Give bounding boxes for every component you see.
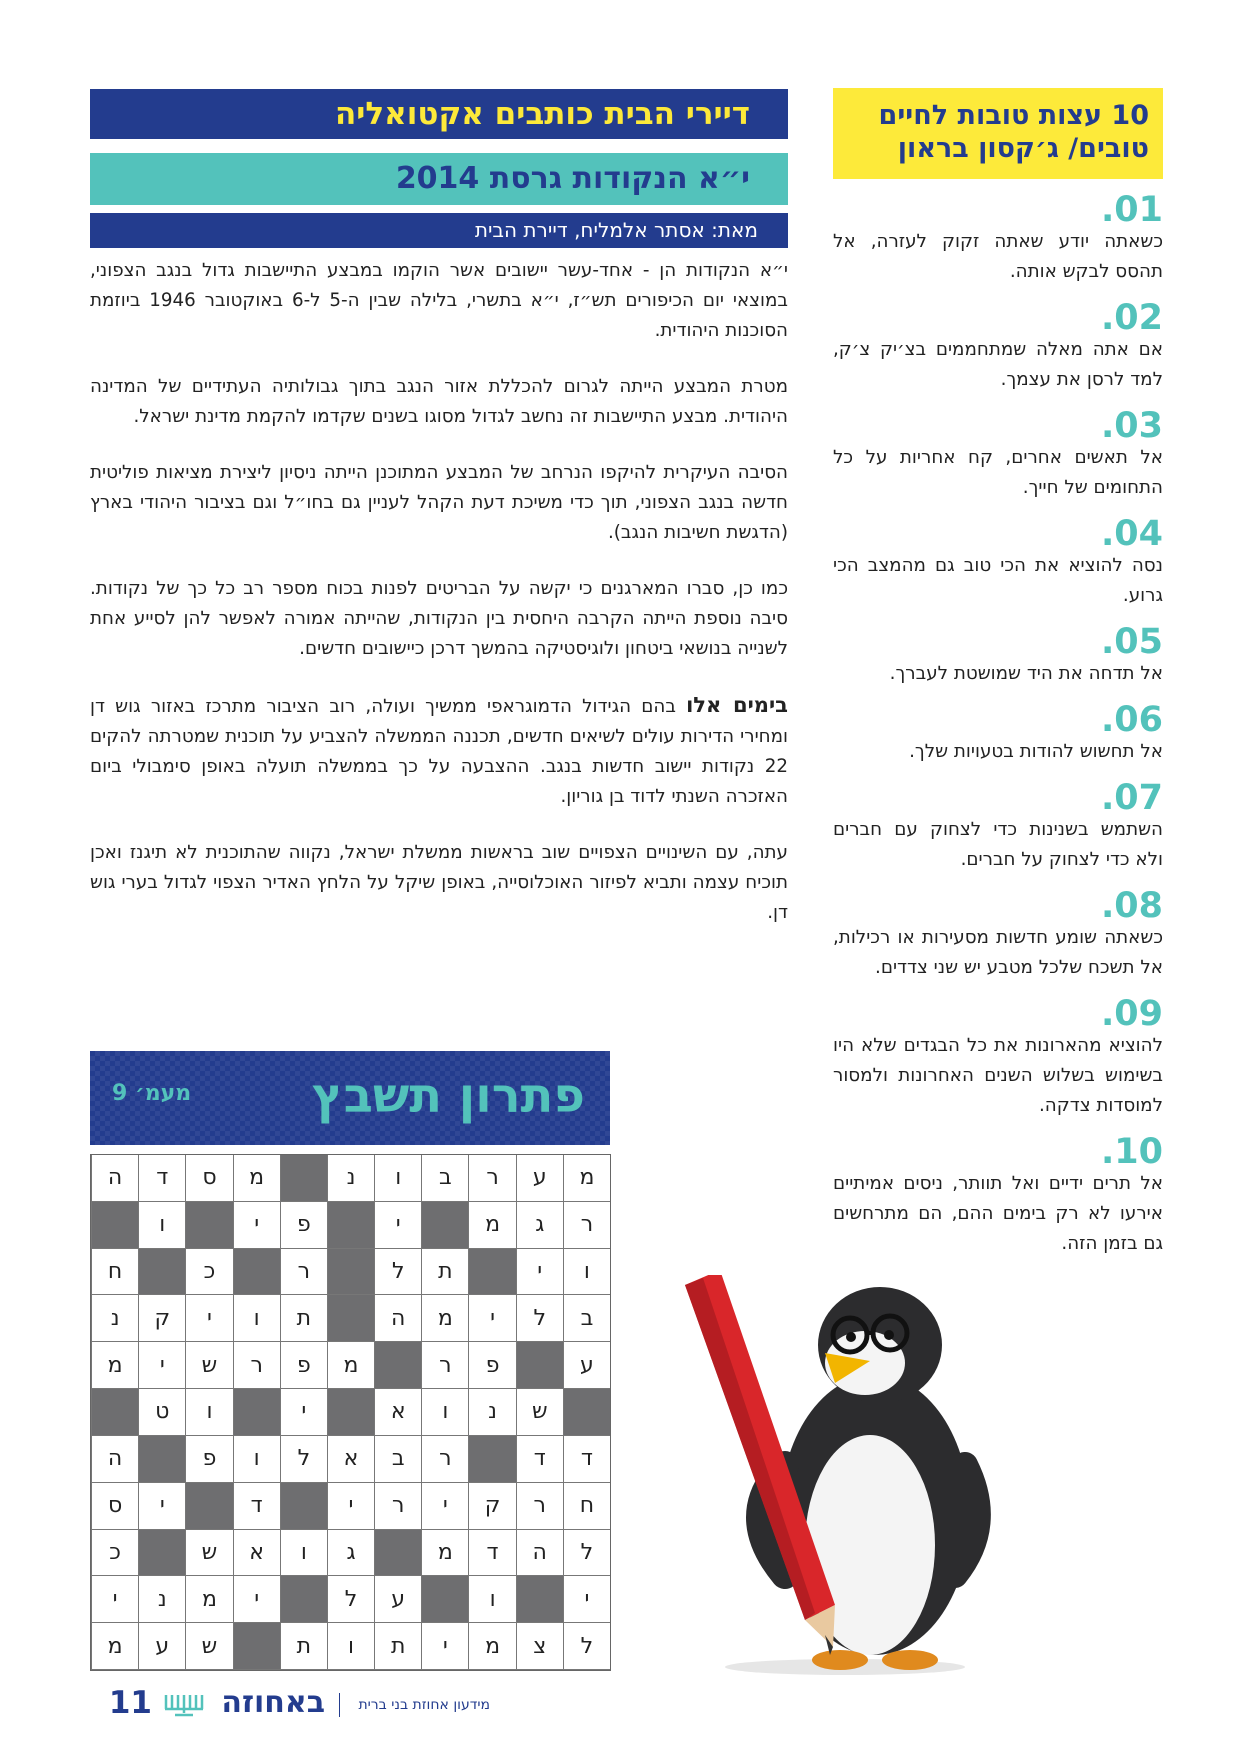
crossword-letter-cell: ה: [91, 1155, 138, 1202]
crossword-block-cell: [468, 1249, 515, 1296]
tip-text: נסה להוציא את הכי טוב גם מהמצב הכי גרוע.: [833, 555, 1163, 606]
crossword-letter-cell: ו: [138, 1202, 185, 1249]
tip-text: אל תרים ידיים ואל תוותר, ניסים אמיתיים אירעו לא רק בימים ההם, הם מתרחשים גם בזמן הזה.: [833, 1173, 1163, 1254]
section-title: דיירי הבית כותבים אקטואליה: [90, 89, 788, 139]
tip-number: .04: [1100, 514, 1163, 554]
crossword-letter-cell: י: [563, 1576, 610, 1623]
crossword-block-cell: [327, 1202, 374, 1249]
crossword-block-cell: [327, 1295, 374, 1342]
crossword-letter-cell: ק: [468, 1483, 515, 1530]
tip-text: השתמש בשנינות כדי לצחוק עם חברים ולא כדי לצחוק על חברים.: [833, 819, 1163, 870]
crossword-letter-cell: ו: [563, 1249, 610, 1296]
tip-number: .10: [1100, 1132, 1163, 1172]
crossword-letter-cell: ו: [233, 1436, 280, 1483]
crossword-header: [90, 1051, 610, 1145]
crossword-letter-cell: א: [374, 1389, 421, 1436]
crossword-letter-cell: צ: [516, 1623, 563, 1670]
crossword-letter-cell: י: [374, 1202, 421, 1249]
crossword-letter-cell: מ: [233, 1155, 280, 1202]
crossword-block-cell: [327, 1389, 374, 1436]
crossword-title: פתרון תשבץ: [311, 1068, 585, 1124]
tip-item: [833, 994, 1163, 1121]
crossword-letter-cell: ב: [374, 1436, 421, 1483]
tip-item: [833, 1132, 1163, 1259]
crossword-letter-cell: ת: [280, 1295, 327, 1342]
crossword-grid: [90, 1154, 611, 1671]
crossword-letter-cell: ע: [563, 1342, 610, 1389]
crossword-letter-cell: ר: [421, 1342, 468, 1389]
tip-number: .06: [1100, 700, 1163, 740]
crossword-block-cell: [233, 1249, 280, 1296]
crossword-letter-cell: מ: [468, 1623, 515, 1670]
crossword-letter-cell: י: [233, 1202, 280, 1249]
crossword-block-cell: [91, 1389, 138, 1436]
crossword-letter-cell: ש: [516, 1389, 563, 1436]
crossword-letter-cell: ח: [91, 1249, 138, 1296]
crossword-letter-cell: ח: [563, 1483, 610, 1530]
crossword-letter-cell: ל: [280, 1436, 327, 1483]
crossword-letter-cell: נ: [91, 1295, 138, 1342]
footer: [90, 1685, 490, 1725]
paragraph-5-text: בהם הגידול הדמוגראפי ממשיך ועולה, רוב הציבור מתרכז באזור גוש דן ומחירי הדירות עולים לשיאים חדשים, תכננה הממשלה להצביע על תוכנית שמטרתה להקים 22 נקודות יישוב חדשות בנגב. ההצבעה על כך בממשלה תועלה באופן סימבולי ביום האזכרה השנתי לדוד בן גוריון.: [90, 696, 788, 807]
crossword-letter-cell: נ: [138, 1576, 185, 1623]
crossword-letter-cell: ע: [138, 1623, 185, 1670]
crossword-letter-cell: י: [233, 1576, 280, 1623]
crossword-letter-cell: ע: [516, 1155, 563, 1202]
crossword-block-cell: [138, 1249, 185, 1296]
crossword-letter-cell: ס: [185, 1155, 232, 1202]
crossword-letter-cell: כ: [185, 1249, 232, 1296]
crossword-block-cell: [327, 1249, 374, 1296]
crossword-letter-cell: י: [327, 1483, 374, 1530]
paragraph-3: הסיבה העיקרית להיקפו הנרחב של המבצע המתוכנן הייתה ניסיון ליצירת מציאות פוליטית חדשה בנגב הצפוני, תוך כדי משיכת דעת הקהל לעניין גם בחו״ל וגם בציבור היהודי בארץ (הדגשת חשיבות הנגב).: [90, 462, 788, 543]
crossword-letter-cell: ד: [516, 1436, 563, 1483]
crossword-block-cell: [516, 1576, 563, 1623]
tip-text: אם אתה מאלה שמתחממים בצ׳יק צ׳ק, למד לרסן את עצמך.: [833, 339, 1163, 390]
crossword-letter-cell: ו: [468, 1576, 515, 1623]
tip-item: [833, 514, 1163, 611]
paragraph-4: כמו כן, סברו המארגנים כי יקשה על הבריטים לפנות בכוח מספר רב כל כך של נקודות. סיבה נוספת הייתה הקרבה היחסית בין הנקודות, שהייתה אמורה לאפשר להן לסייע אחת לשנייה בנושאי ביטחון ולוגיסטיקה בהמשך דרכן כיישובים חדשים.: [90, 578, 788, 659]
page-number: 11: [108, 1685, 152, 1721]
crossword-block-cell: [185, 1202, 232, 1249]
crossword-letter-cell: מ: [421, 1530, 468, 1577]
crossword-letter-cell: ש: [185, 1623, 232, 1670]
crossword-letter-cell: י: [91, 1576, 138, 1623]
crossword-letter-cell: ד: [233, 1483, 280, 1530]
crossword-letter-cell: ע: [374, 1576, 421, 1623]
crossword-letter-cell: מ: [185, 1576, 232, 1623]
tip-text: כשאתה שומע חדשות מסעירות או רכילות, אל תשכח שלכל מטבע יש שני צדדים.: [833, 927, 1163, 978]
penguin-with-pencil-illustration: [665, 1275, 1005, 1675]
crossword-letter-cell: ו: [280, 1530, 327, 1577]
crossword-letter-cell: ל: [374, 1249, 421, 1296]
crossword-letter-cell: א: [327, 1436, 374, 1483]
tips-title: 10 עצות טובות לחיים טובים/ ג׳קסון בראון: [833, 88, 1163, 179]
crossword-letter-cell: ו: [421, 1389, 468, 1436]
crossword-letter-cell: י: [185, 1295, 232, 1342]
crossword-letter-cell: ת: [374, 1623, 421, 1670]
crossword-letter-cell: מ: [563, 1155, 610, 1202]
crossword-letter-cell: פ: [280, 1202, 327, 1249]
crossword-letter-cell: מ: [91, 1623, 138, 1670]
byline: מאת: אסתר אלמליח, דיירת הבית: [90, 213, 788, 248]
crossword-letter-cell: ל: [563, 1623, 610, 1670]
menorah-icon: [163, 1691, 205, 1717]
crossword-block-cell: [233, 1389, 280, 1436]
crossword-block-cell: [91, 1202, 138, 1249]
crossword-letter-cell: מ: [91, 1342, 138, 1389]
crossword-block-cell: [138, 1530, 185, 1577]
crossword-letter-cell: ד: [563, 1436, 610, 1483]
crossword-letter-cell: ב: [563, 1295, 610, 1342]
crossword-letter-cell: ת: [421, 1249, 468, 1296]
crossword-letter-cell: ר: [563, 1202, 610, 1249]
crossword-letter-cell: נ: [327, 1155, 374, 1202]
crossword-letter-cell: ג: [516, 1202, 563, 1249]
tips-column: [833, 88, 1163, 1259]
crossword-letter-cell: י: [516, 1249, 563, 1296]
tip-text: אל תאשים אחרים, קח אחריות על כל התחומים של חייך.: [833, 447, 1163, 498]
crossword-letter-cell: ק: [138, 1295, 185, 1342]
paragraph-1: י״א הנקודות הן - אחד-עשר יישובים אשר הוקמו במבצע התיישבות גדול בנגב הצפוני, במוצאי יום הכיפורים תש״ז, י״א בתשרי, בלילה שבין ה-5 ל-6 באוקטובר 1946 ביוזמת הסוכנות היהודית.: [90, 260, 788, 341]
crossword-letter-cell: י: [280, 1389, 327, 1436]
crossword-letter-cell: י: [468, 1295, 515, 1342]
paragraph-6: עתה, עם השינויים הצפויים שוב בראשות ממשלת ישראל, נקווה שהתוכנית לא תיגנז ואכן תוכיח עצמה ותביא לפיזור האוכלוסייה, באופן שיקל על הלחץ האדיר הצפוי לגדול בערי גוש דן.: [90, 842, 788, 923]
crossword-letter-cell: ט: [138, 1389, 185, 1436]
crossword-letter-cell: ס: [91, 1483, 138, 1530]
crossword-letter-cell: ת: [280, 1623, 327, 1670]
crossword-letter-cell: מ: [421, 1295, 468, 1342]
crossword-letter-cell: נ: [468, 1389, 515, 1436]
crossword-letter-cell: ל: [516, 1295, 563, 1342]
tip-item: [833, 406, 1163, 503]
crossword-letter-cell: ו: [185, 1389, 232, 1436]
crossword-block-cell: [374, 1342, 421, 1389]
crossword-letter-cell: י: [138, 1342, 185, 1389]
crossword-letter-cell: פ: [468, 1342, 515, 1389]
tip-text: אל תחשוש להודות בטעויות שלך.: [909, 741, 1163, 762]
tip-item: [833, 886, 1163, 983]
paragraph-5: [90, 690, 788, 812]
tip-text: להוציא מהארונות את כל הבגדים שלא היו בשימוש בשלוש השנים האחרונות ולמסור למוסדות צדקה.: [833, 1035, 1163, 1116]
crossword-letter-cell: א: [233, 1530, 280, 1577]
crossword-letter-cell: ש: [185, 1530, 232, 1577]
paragraph-2: מטרת המבצע הייתה לגרום להכללת אזור הנגב בתוך גבולותיה העתידיים של המדינה היהודית. מבצע התיישבות זה נחשב לגדול מסוגו בשנים שקדמו להקמת מדינת ישראל.: [90, 376, 788, 427]
crossword-block-cell: [280, 1155, 327, 1202]
crossword-letter-cell: ה: [516, 1530, 563, 1577]
article: [90, 89, 788, 928]
crossword-letter-cell: פ: [185, 1436, 232, 1483]
crossword-letter-cell: י: [421, 1483, 468, 1530]
footer-publication-name: מידעון אחוזת בני ברית: [358, 1697, 490, 1713]
tip-number: .03: [1100, 406, 1163, 446]
crossword-letter-cell: ש: [185, 1342, 232, 1389]
footer-divider: [339, 1693, 341, 1717]
bold-lead: בימים אלו: [686, 693, 788, 717]
crossword-block-cell: [374, 1530, 421, 1577]
crossword-block-cell: [468, 1436, 515, 1483]
headline: י״א הנקודות גרסת 2014: [90, 153, 788, 205]
tip-number: .02: [1100, 298, 1163, 338]
tip-text: אל תדחה את היד שמושטת לעברך.: [889, 663, 1163, 684]
tip-number: .08: [1100, 886, 1163, 926]
crossword-letter-cell: ר: [468, 1155, 515, 1202]
crossword-letter-cell: ר: [516, 1483, 563, 1530]
tip-text: כשאתה יודע שאתה זקוק לעזרה, אל תהסס לבקש אותה.: [833, 231, 1163, 282]
crossword-letter-cell: כ: [91, 1530, 138, 1577]
tip-item: [833, 778, 1163, 875]
tip-number: .05: [1100, 622, 1163, 662]
crossword-letter-cell: מ: [327, 1342, 374, 1389]
crossword-letter-cell: ד: [468, 1530, 515, 1577]
crossword-letter-cell: ו: [233, 1295, 280, 1342]
crossword-block-cell: [185, 1483, 232, 1530]
tip-item: [833, 700, 1163, 767]
crossword-letter-cell: ר: [280, 1249, 327, 1296]
crossword-letter-cell: פ: [280, 1342, 327, 1389]
crossword-letter-cell: ד: [138, 1155, 185, 1202]
crossword-letter-cell: י: [138, 1483, 185, 1530]
crossword-block-cell: [138, 1436, 185, 1483]
crossword-letter-cell: ב: [421, 1155, 468, 1202]
crossword-letter-cell: ל: [563, 1530, 610, 1577]
crossword-letter-cell: ל: [327, 1576, 374, 1623]
crossword-block-cell: [233, 1623, 280, 1670]
crossword-block-cell: [280, 1483, 327, 1530]
crossword-letter-cell: י: [421, 1623, 468, 1670]
crossword-letter-cell: ר: [233, 1342, 280, 1389]
crossword-block-cell: [563, 1389, 610, 1436]
crossword-letter-cell: ה: [91, 1436, 138, 1483]
tip-number: .09: [1100, 994, 1163, 1034]
crossword-block-cell: [421, 1576, 468, 1623]
tip-number: .01: [1100, 190, 1163, 230]
tip-item: [833, 190, 1163, 287]
crossword-letter-cell: ג: [327, 1530, 374, 1577]
crossword-letter-cell: מ: [468, 1202, 515, 1249]
tip-item: [833, 298, 1163, 395]
crossword-letter-cell: ו: [327, 1623, 374, 1670]
tip-number: .07: [1100, 778, 1163, 818]
crossword-letter-cell: ו: [374, 1155, 421, 1202]
crossword-page-ref: מעמ׳ 9: [112, 1081, 192, 1106]
tip-item: [833, 622, 1163, 689]
crossword-letter-cell: ר: [421, 1436, 468, 1483]
crossword-letter-cell: ה: [374, 1295, 421, 1342]
crossword-letter-cell: ר: [374, 1483, 421, 1530]
crossword-block-cell: [516, 1342, 563, 1389]
crossword-block-cell: [421, 1202, 468, 1249]
crossword-block-cell: [280, 1576, 327, 1623]
footer-brand-logo: באחוזה: [221, 1685, 325, 1720]
